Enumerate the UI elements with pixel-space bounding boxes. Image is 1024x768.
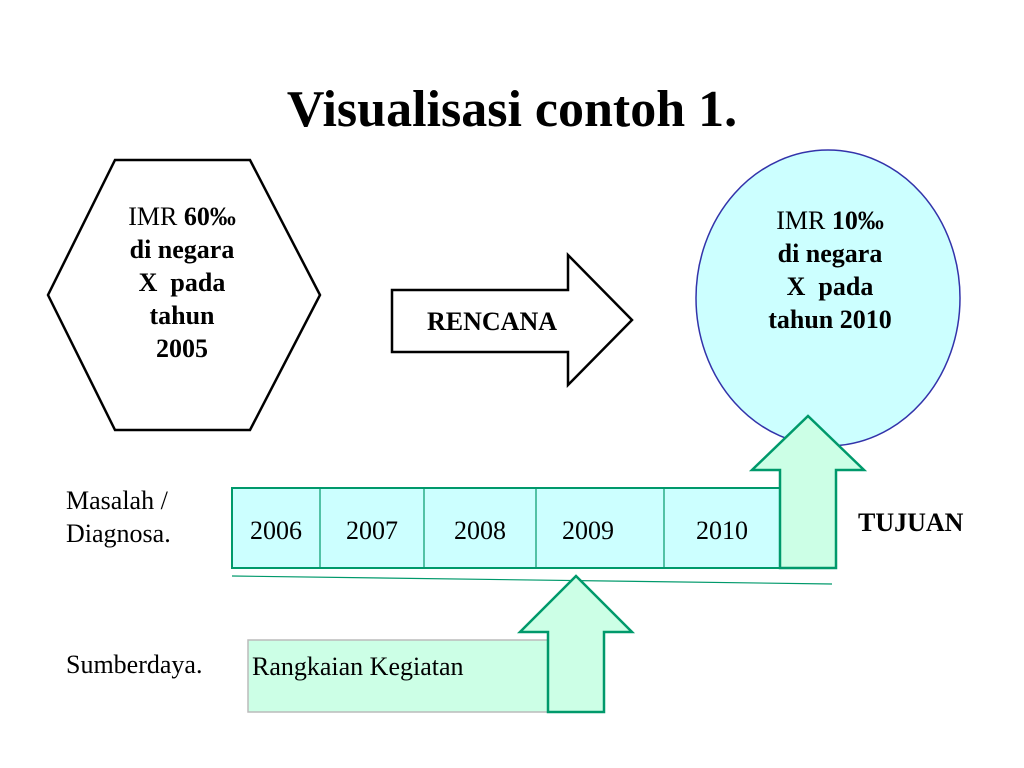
plan-arrow-label: RENCANA (427, 307, 557, 336)
timeline-year: 2010 (696, 516, 748, 545)
start-line: 2005 (156, 334, 208, 363)
goal-line: di negara (777, 239, 883, 268)
timeline-year: 2008 (454, 516, 506, 545)
goal-line: X pada (786, 272, 874, 301)
slide-title: Visualisasi contoh 1. (286, 81, 738, 138)
problem-diagnosis-line: Diagnosa. (66, 519, 171, 548)
timeline-year: 2007 (346, 516, 398, 545)
problem-diagnosis-label (66, 484, 171, 550)
problem-diagnosis-line: Masalah / (66, 486, 168, 515)
start-line: tahun (149, 301, 215, 330)
start-imr-value: 60‰ (183, 202, 236, 231)
start-line: di negara (129, 235, 235, 264)
goal-imr-prefix: IMR (776, 206, 832, 235)
goal-line: tahun 2010 (768, 305, 892, 334)
resources-label: Sumberdaya. (66, 650, 203, 679)
timeline-year: 2009 (562, 516, 614, 545)
goal-condition-text (730, 204, 930, 336)
goal-imr-value: 10‰ (831, 206, 884, 235)
start-imr-prefix: IMR (128, 202, 184, 231)
activity-label: Rangkaian Kegiatan (252, 652, 464, 681)
start-line: X pada (138, 268, 226, 297)
timeline-baseline (232, 576, 832, 584)
start-condition-text (92, 200, 272, 365)
timeline-year: 2006 (250, 516, 302, 545)
goal-label: TUJUAN (858, 508, 964, 537)
